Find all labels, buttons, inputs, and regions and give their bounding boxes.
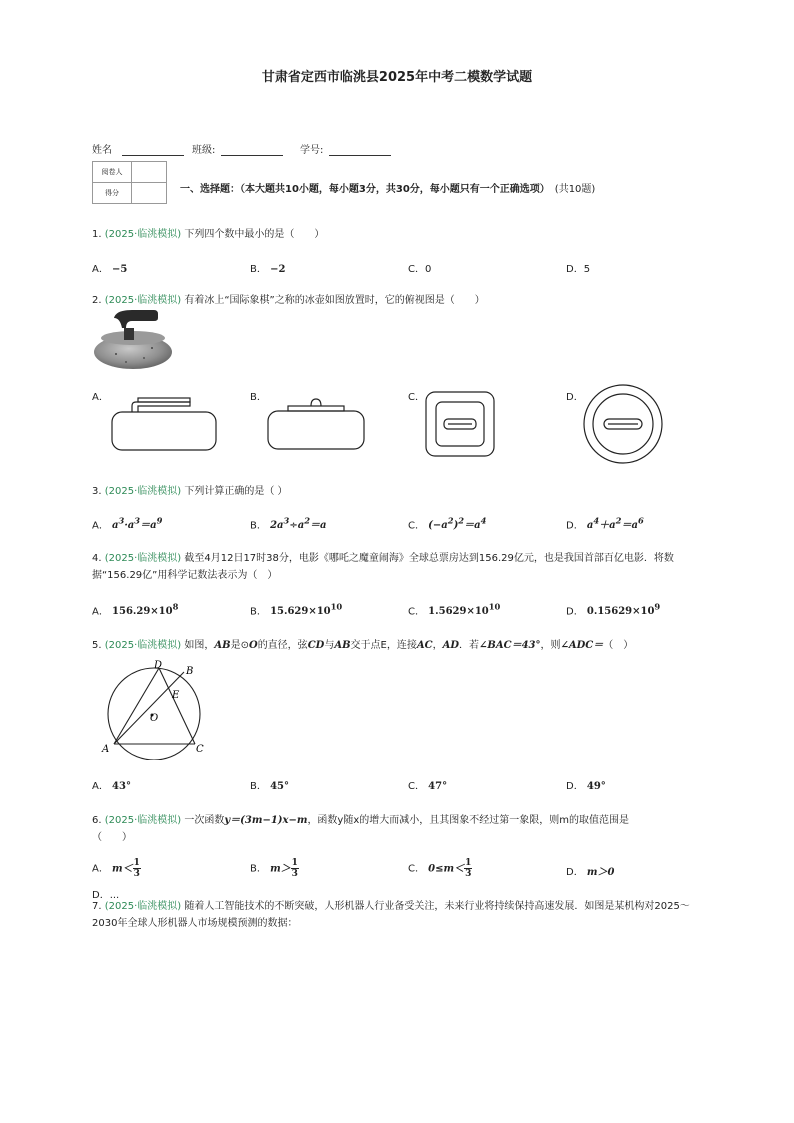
q4-option-d[interactable]: D． $0.15629\times 10^9$ xyxy=(566,602,661,618)
label-b: B xyxy=(186,666,194,677)
label-a: A xyxy=(102,744,110,755)
q5-option-d[interactable]: D． 49° xyxy=(566,781,606,792)
option-b-side-view-icon xyxy=(266,395,366,453)
grader-label: 阅卷人 xyxy=(93,162,132,183)
q2-option-d[interactable]: D． xyxy=(566,392,584,403)
score-label: 得分 xyxy=(93,183,132,204)
q4-option-a[interactable]: A． $156.29\times 10^8$ xyxy=(92,602,179,618)
q6-option-c[interactable]: C． 0≤m＜ $\frac{1}{3}$ xyxy=(408,858,472,879)
q5-option-a[interactable]: A． 43° xyxy=(92,781,131,792)
option-d-circle-view-icon xyxy=(582,383,664,465)
score-cell[interactable] xyxy=(132,183,167,204)
option-c-square-view-icon xyxy=(424,390,496,458)
q1-option-a[interactable]: A． −5 xyxy=(92,264,128,275)
class-label: 班级: xyxy=(192,141,283,156)
page-title: 甘肃省定西市临洮县2025年中考二模数学试题 xyxy=(261,70,533,85)
q3-option-c[interactable]: C． $(-a^2)^2=a^4$ xyxy=(408,516,487,532)
q2-option-c[interactable]: C． xyxy=(408,392,425,403)
q2-option-b[interactable]: B． xyxy=(250,392,267,403)
curling-stone-image xyxy=(92,308,174,370)
question-5: 5. (2025·临洮模拟) 如图，AB是⊙O的直径，弦CD与AB交于点E，连接AC，AD．若∠BAC＝43°，则∠ADC＝（ ） xyxy=(92,640,634,651)
q5-option-b[interactable]: B． 45° xyxy=(250,781,289,792)
q2-option-a[interactable]: A． xyxy=(92,392,109,403)
question-6: 6. (2025·临洮模拟) 一次函数y＝(3m−1)x−m，函数y随x的增大而减小，且其图象不经过第一象限，则m的取值范围是 （ ） xyxy=(92,815,630,843)
q6-option-d[interactable]: D． m＞0 xyxy=(566,867,615,878)
label-c: C xyxy=(196,744,204,755)
question-7: 7. (2025·临洮模拟) 随着人工智能技术的不断突破，人形机器人行业备受关注，未来行业将持续保持高速发展．如图是某机构对2025～2030年全球人形机器人市场规模预测的数据： xyxy=(92,901,690,929)
q3-option-a[interactable]: A． $a^3\cdot a^3=a^9$ xyxy=(92,516,163,532)
label-e: E xyxy=(172,690,180,701)
circle-geometry-figure xyxy=(92,660,222,760)
q3-option-d[interactable]: D． $a^4+a^2=a^6$ xyxy=(566,516,644,532)
q4-option-b[interactable]: B． $15.629\times 10^{10}$ xyxy=(250,602,343,618)
class-blank[interactable] xyxy=(221,145,283,156)
question-1: 1. (2025·临洮模拟) 下列四个数中最小的是（ ） xyxy=(92,229,325,240)
name-blank[interactable] xyxy=(122,145,184,156)
question-3: 3. (2025·临洮模拟) 下列计算正确的是（ ） xyxy=(92,486,288,497)
q4-option-c[interactable]: C． $1.5629\times 10^{10}$ xyxy=(408,602,501,618)
name-label: 姓名 xyxy=(92,141,184,156)
grader-cell[interactable] xyxy=(132,162,167,183)
q6-extra: D．... xyxy=(92,890,120,901)
score-table xyxy=(92,161,167,204)
q1-option-d[interactable]: D．5 xyxy=(566,264,591,275)
label-o: O xyxy=(150,713,159,724)
q6-option-b[interactable]: B． m＞ $\frac{1}{3}$ xyxy=(250,858,298,879)
q1-option-b[interactable]: B． −2 xyxy=(250,264,286,275)
q6-option-a[interactable]: A． m＜ $\frac{1}{3}$ xyxy=(92,858,140,879)
section-heading: 一、选择题：（本大题共10小题，每小题3分，共30分，每小题只有一个正确选项） (共10题) xyxy=(180,184,596,195)
question-4: 4. (2025·临洮模拟) 截至4月12日17时38分，电影《哪吒之魔童闹海》全球总票房达到156.29亿元，也是我国首部百亿电影．将数据“156.29亿”用科学记数法表示为（ ） xyxy=(92,553,674,581)
q3-option-b[interactable]: B． $2a^3\div a^2=a$ xyxy=(250,516,327,532)
question-2: 2. (2025·临洮模拟) 有着冰上“国际象棋”之称的冰壶如图放置时，它的俯视图是（ ） xyxy=(92,295,485,306)
option-a-front-view-icon xyxy=(110,395,218,453)
q1-option-c[interactable]: C．0 xyxy=(408,264,432,275)
id-blank[interactable] xyxy=(329,145,391,156)
id-label: 学号: xyxy=(300,141,391,156)
label-d: D xyxy=(154,660,163,671)
q5-option-c[interactable]: C． 47° xyxy=(408,781,448,792)
